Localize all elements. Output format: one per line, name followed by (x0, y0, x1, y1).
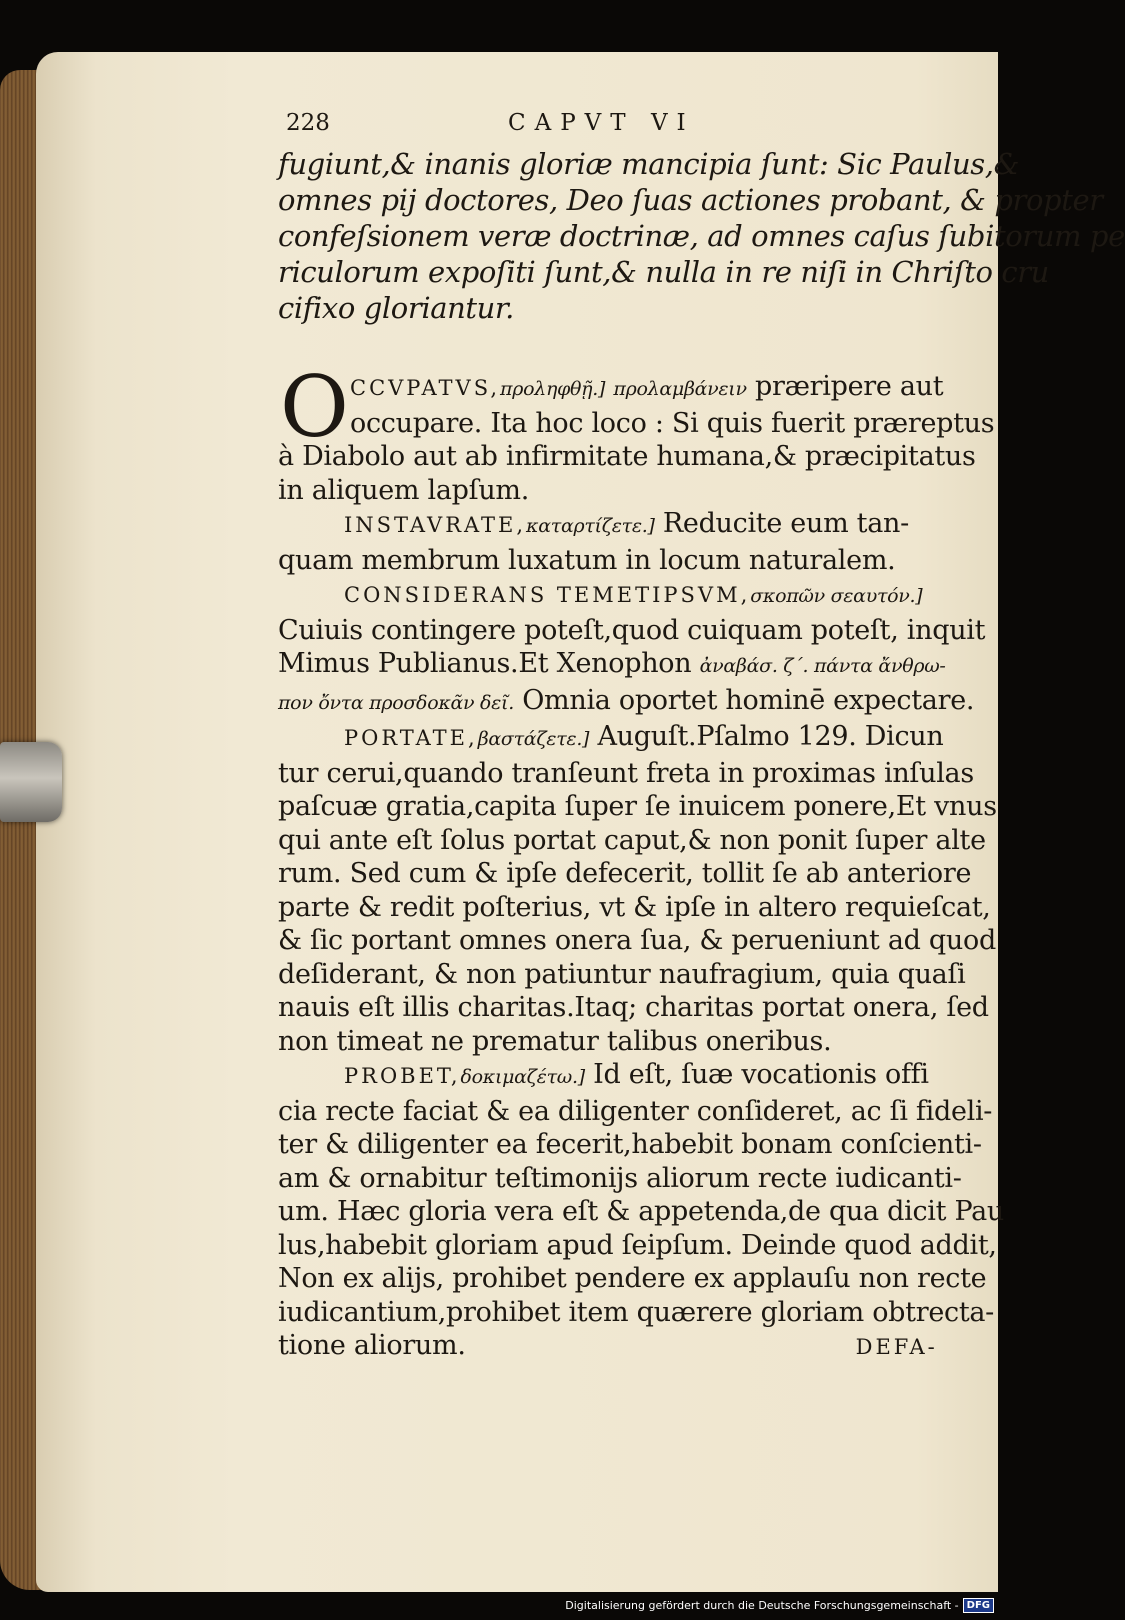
italic-line: riculorum expoſiti ſunt,& nulla in re niſi in Chriſto cru (278, 255, 1049, 289)
text-line: iudicantium,prohibet item quærere gloriam obtrecta- (278, 1296, 994, 1328)
text-run: Id eſt, ſuæ vocationis offi (584, 1059, 929, 1090)
text-line: um. Hæc gloria vera eſt & appetenda,de qua dicit Pau (278, 1196, 1004, 1227)
text-line: tur cerui,quando tranſeunt freta in proximas inſulas (278, 757, 974, 789)
text-line (278, 720, 958, 757)
greek-term: ἀναβάσ. ζ΄. πάντα ἄνθρω- (699, 655, 946, 677)
text-line: am & ornabitur teſtimonijs aliorum recte iudicanti- (278, 1162, 962, 1194)
text-line (278, 370, 958, 407)
text-line: parte & redit poſterius, vt & ipſe in altero requieſcat, (278, 891, 991, 923)
italic-line: cifixo gloriantur. (278, 291, 514, 325)
lemma: INSTAVRATE, (344, 513, 527, 537)
text-line: quam membrum luxatum in locum naturalem. (278, 544, 896, 576)
greek-term: βαστάζετε.] (477, 728, 590, 750)
text-line (278, 647, 958, 684)
text-line (278, 684, 975, 721)
text-line: Cuiuis contingere poteſt,quod cuiquam poteſt, inquit (278, 614, 986, 646)
page-number: 228 (286, 110, 330, 136)
digitization-footer (565, 1596, 994, 1614)
text-line: deſiderant, & non patiuntur naufragium, quia quaſi (278, 958, 966, 990)
greek-term: πον ὄντα προσδοκᾶν δεῖ. (278, 691, 514, 714)
italic-passage (278, 146, 1125, 326)
text-line: à Diabolo aut ab infirmitate humana,& præcipitatus (278, 441, 976, 472)
text-line: paſcuæ gratia,capita ſuper ſe inuicem ponere,Et vnus (278, 791, 997, 822)
greek-term: προληφθῇ.] (500, 378, 606, 400)
lemma: CCVPATVS, (350, 376, 501, 400)
drop-cap: O (280, 358, 349, 456)
text-line: non timeat ne prematur talibus oneribus. (278, 1025, 832, 1057)
italic-line: omnes pij doctores, Deo ſuas actiones probant, & propter (278, 183, 1103, 217)
catchword: DEFA- (855, 1335, 938, 1359)
text-line (278, 1058, 958, 1095)
paragraph-occupatus (278, 358, 995, 507)
text-run: Omnia oportet hominē expectare. (513, 684, 975, 716)
italic-line: confeſsionem veræ doctrinæ, ad omnes caſus ſubitorum pe (278, 219, 1125, 253)
lemma: PORTATE, (344, 726, 478, 750)
paragraph-considerans (278, 577, 986, 720)
lemma: CONSIDERANS TEMETIPSVM, (344, 583, 751, 607)
text-run: Reducite eum tan- (654, 508, 909, 539)
dfg-logo: DFG (963, 1598, 994, 1613)
text-run: Mimus Publianus.Et Xenophon (278, 648, 700, 679)
text-line (278, 577, 958, 614)
greek-term: σκοπῶν σεαυτόν.] (750, 585, 923, 607)
text-run: tione aliorum. (278, 1330, 466, 1361)
greek-term: δοκιμαζέτω.] (460, 1066, 585, 1088)
text-line (278, 1329, 958, 1365)
text-line: & ſic portant omnes onera ſua, & perueniunt ad quod (278, 925, 996, 956)
running-head (278, 110, 958, 144)
book-clasp (0, 742, 62, 822)
text-line: occupare. Ita hoc loco : Si quis fuerit præreptus (350, 407, 995, 439)
paragraph-instaurate (278, 507, 958, 577)
text-line: cia recte faciat & ea diligenter conſideret, ac ſi fideli- (278, 1095, 993, 1127)
text-line: in aliquem lapſum. (278, 474, 529, 506)
paragraph-portate (278, 720, 997, 1058)
greek-term: προλαμβάνειν (613, 378, 747, 400)
text-run: Auguſt.Pſalmo 129. Dicun (589, 721, 944, 752)
footer-text: Digitalisierung gefördert durch die Deutsche Forschungsgemeinschaft - (565, 1598, 959, 1612)
text-run: præripere aut (746, 371, 944, 402)
lemma: PROBET, (344, 1064, 461, 1088)
page-text (278, 110, 1125, 1365)
chapter-title: CAPVT VI (508, 110, 695, 136)
text-line: lus,habebit gloriam apud ſeipſum. Deinde quod addit, (278, 1229, 997, 1261)
text-line: nauis eſt illis charitas.Itaq; charitas portat onera, ſed (278, 992, 989, 1023)
text-line (278, 507, 958, 544)
paragraph-probet (278, 1058, 1004, 1365)
text-line: rum. Sed cum & ipſe defecerit, tollit ſe ab anteriore (278, 858, 972, 889)
text-line: ter & diligenter ea fecerit,habebit bonam conſcienti- (278, 1129, 982, 1160)
text-line: Non ex alijs, prohibet pendere ex applauſu non recte (278, 1263, 987, 1294)
greek-term: καταρτίζετε.] (526, 515, 655, 537)
italic-line: fugiunt,& inanis gloriæ mancipia ſunt: Sic Paulus,& (278, 147, 1020, 181)
text-line: qui ante eſt ſolus portat caput,& non ponit ſuper alte (278, 824, 986, 856)
